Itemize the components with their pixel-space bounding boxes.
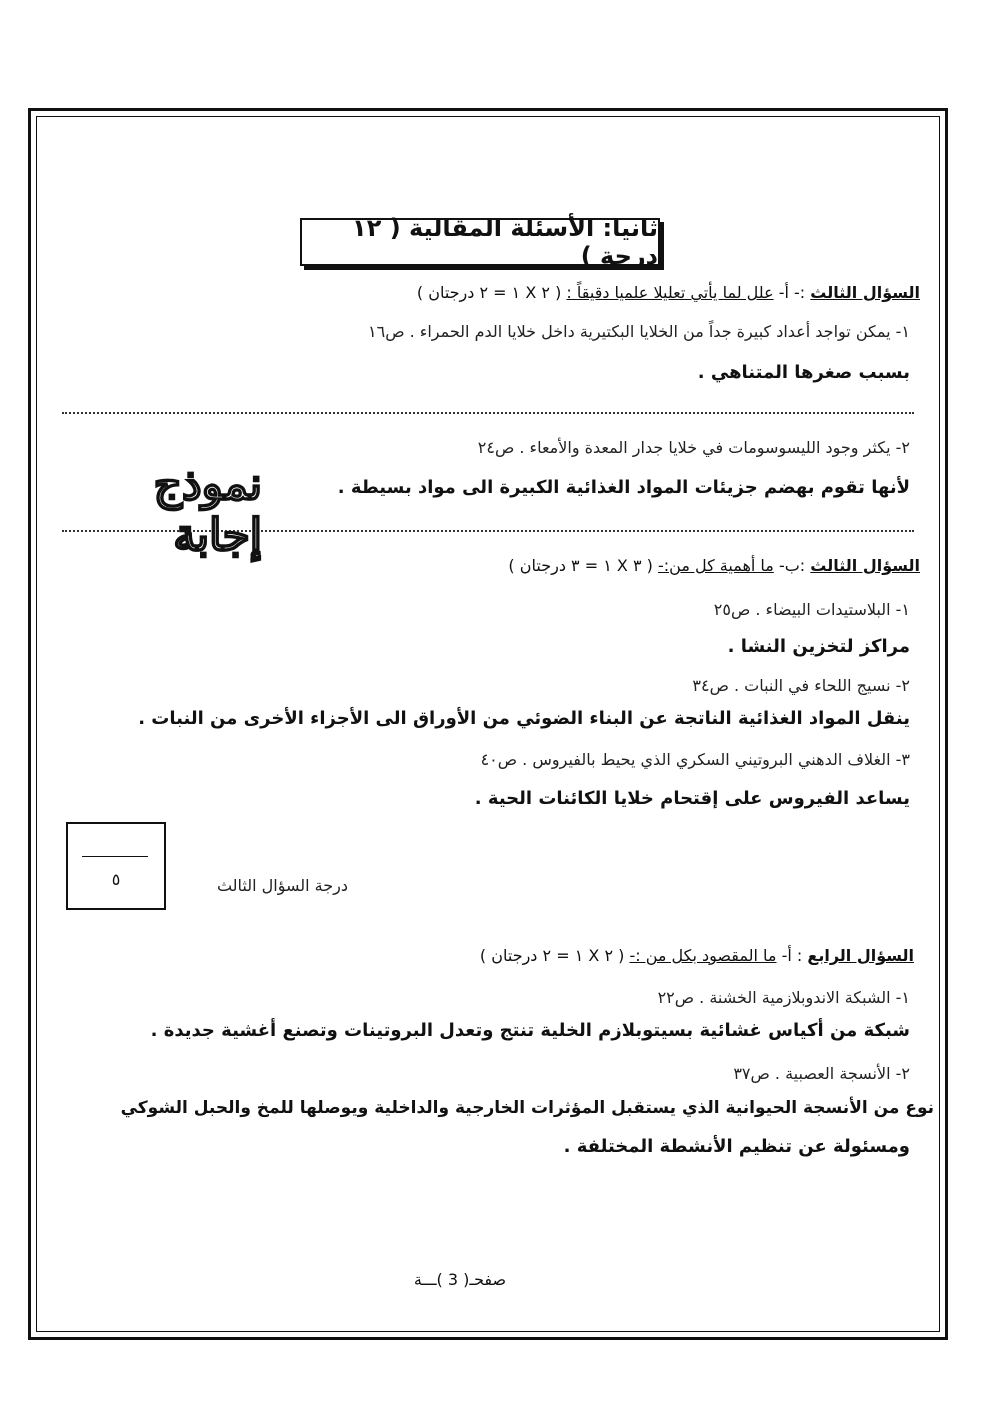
q3b-item-1-answer: مراكز لتخزين النشا .: [727, 636, 910, 657]
q3b-item-2-question: ٢- نسيج اللحاء في النبات . ص٣٤: [692, 676, 910, 695]
q4a-sep: : أ-: [781, 946, 803, 965]
grade-box: [66, 822, 166, 910]
q4a-marks: ( ٢ X ١ = ٢ درجتان ): [479, 946, 625, 965]
q4a-item-2-answer: نوع من الأنسجة الحيوانية الذي يستقبل المؤثرات الخارجية والداخلية ويوصلها للمخ والحبل الشوكي: [120, 1098, 934, 1118]
grade-line: [82, 856, 148, 857]
q3a-item-2-question: ٢- يكثر وجود الليسوسومات في خلايا جدار المعدة والأمعاء . ص٢٤: [477, 438, 910, 457]
q4a-instruction: ما المقصود بكل من :-: [629, 946, 777, 965]
q4a-item-2-question: ٢- الأنسجة العصبية . ص٣٧: [733, 1064, 910, 1083]
q3b-marks: ( ٣ X ١ = ٣ درجتان ): [508, 556, 653, 575]
separator-dotted: [62, 412, 914, 414]
q3b-item-3-question: ٣- الغلاف الدهني البروتيني السكري الذي يحيط بالفيروس . ص٤٠: [480, 750, 910, 769]
q3a-item-1-answer: بسبب صغرها المتناهي .: [697, 362, 910, 383]
q4a-label: السؤال الرابع: [807, 946, 914, 965]
grade-value: ٥: [111, 870, 121, 889]
q4a-item-2-answer-cont: ومسئولة عن تنظيم الأنشطة المختلفة .: [563, 1136, 910, 1157]
page-number: صفحـ( 3 )ـــة: [413, 1270, 507, 1289]
q3b-header: [508, 556, 920, 575]
q3a-instruction: علل لما يأتي تعليلا علميا دقيقاً :: [566, 283, 774, 302]
q3a-item-2-answer: لأنها تقوم بهضم جزيئات المواد الغذائية الكبيرة الى مواد بسيطة .: [337, 477, 910, 498]
q3a-marks: ( ٢ X ١ = ٢ درجتان ): [416, 283, 562, 302]
q4a-header: [480, 946, 914, 965]
q3a-item-1-question: ١- يمكن تواجد أعداد كبيرة جداً من الخلايا البكتيرية داخل خلايا الدم الحمراء . ص١٦: [368, 322, 910, 341]
q3b-label: السؤال الثالث: [810, 556, 920, 575]
q4a-item-1-question: ١- الشبكة الاندوبلازمية الخشنة . ص٢٢: [657, 988, 910, 1007]
q3b-item-2-answer: ينقل المواد الغذائية الناتجة عن البناء الضوئي من الأوراق الى الأجزاء الأخرى من النبات .: [138, 708, 910, 729]
section-title: ثانيا: الأسئلة المقالية ( ١٢ درجة ): [300, 218, 660, 266]
grade-label: درجة السؤال الثالث: [216, 876, 348, 895]
q3b-sep: :ب-: [778, 556, 806, 575]
q3b-instruction: ما أهمية كل من:-: [657, 556, 774, 575]
q3a-sep: :- أ-: [778, 283, 806, 302]
q3b-item-1-question: ١- البلاستيدات البيضاء . ص٢٥: [713, 600, 910, 619]
q3a-label: السؤال الثالث: [810, 283, 920, 302]
q4a-item-1-answer: شبكة من أكياس غشائية بسيتوبلازم الخلية تنتج وتعدل البروتينات وتصنع أغشية جديدة .: [150, 1020, 910, 1041]
q3a-header: [417, 283, 920, 302]
answer-key-stamp: نموذج إجابة: [153, 459, 262, 561]
q3b-item-3-answer: يساعد الفيروس على إقتحام خلايا الكائنات الحية .: [474, 788, 910, 809]
